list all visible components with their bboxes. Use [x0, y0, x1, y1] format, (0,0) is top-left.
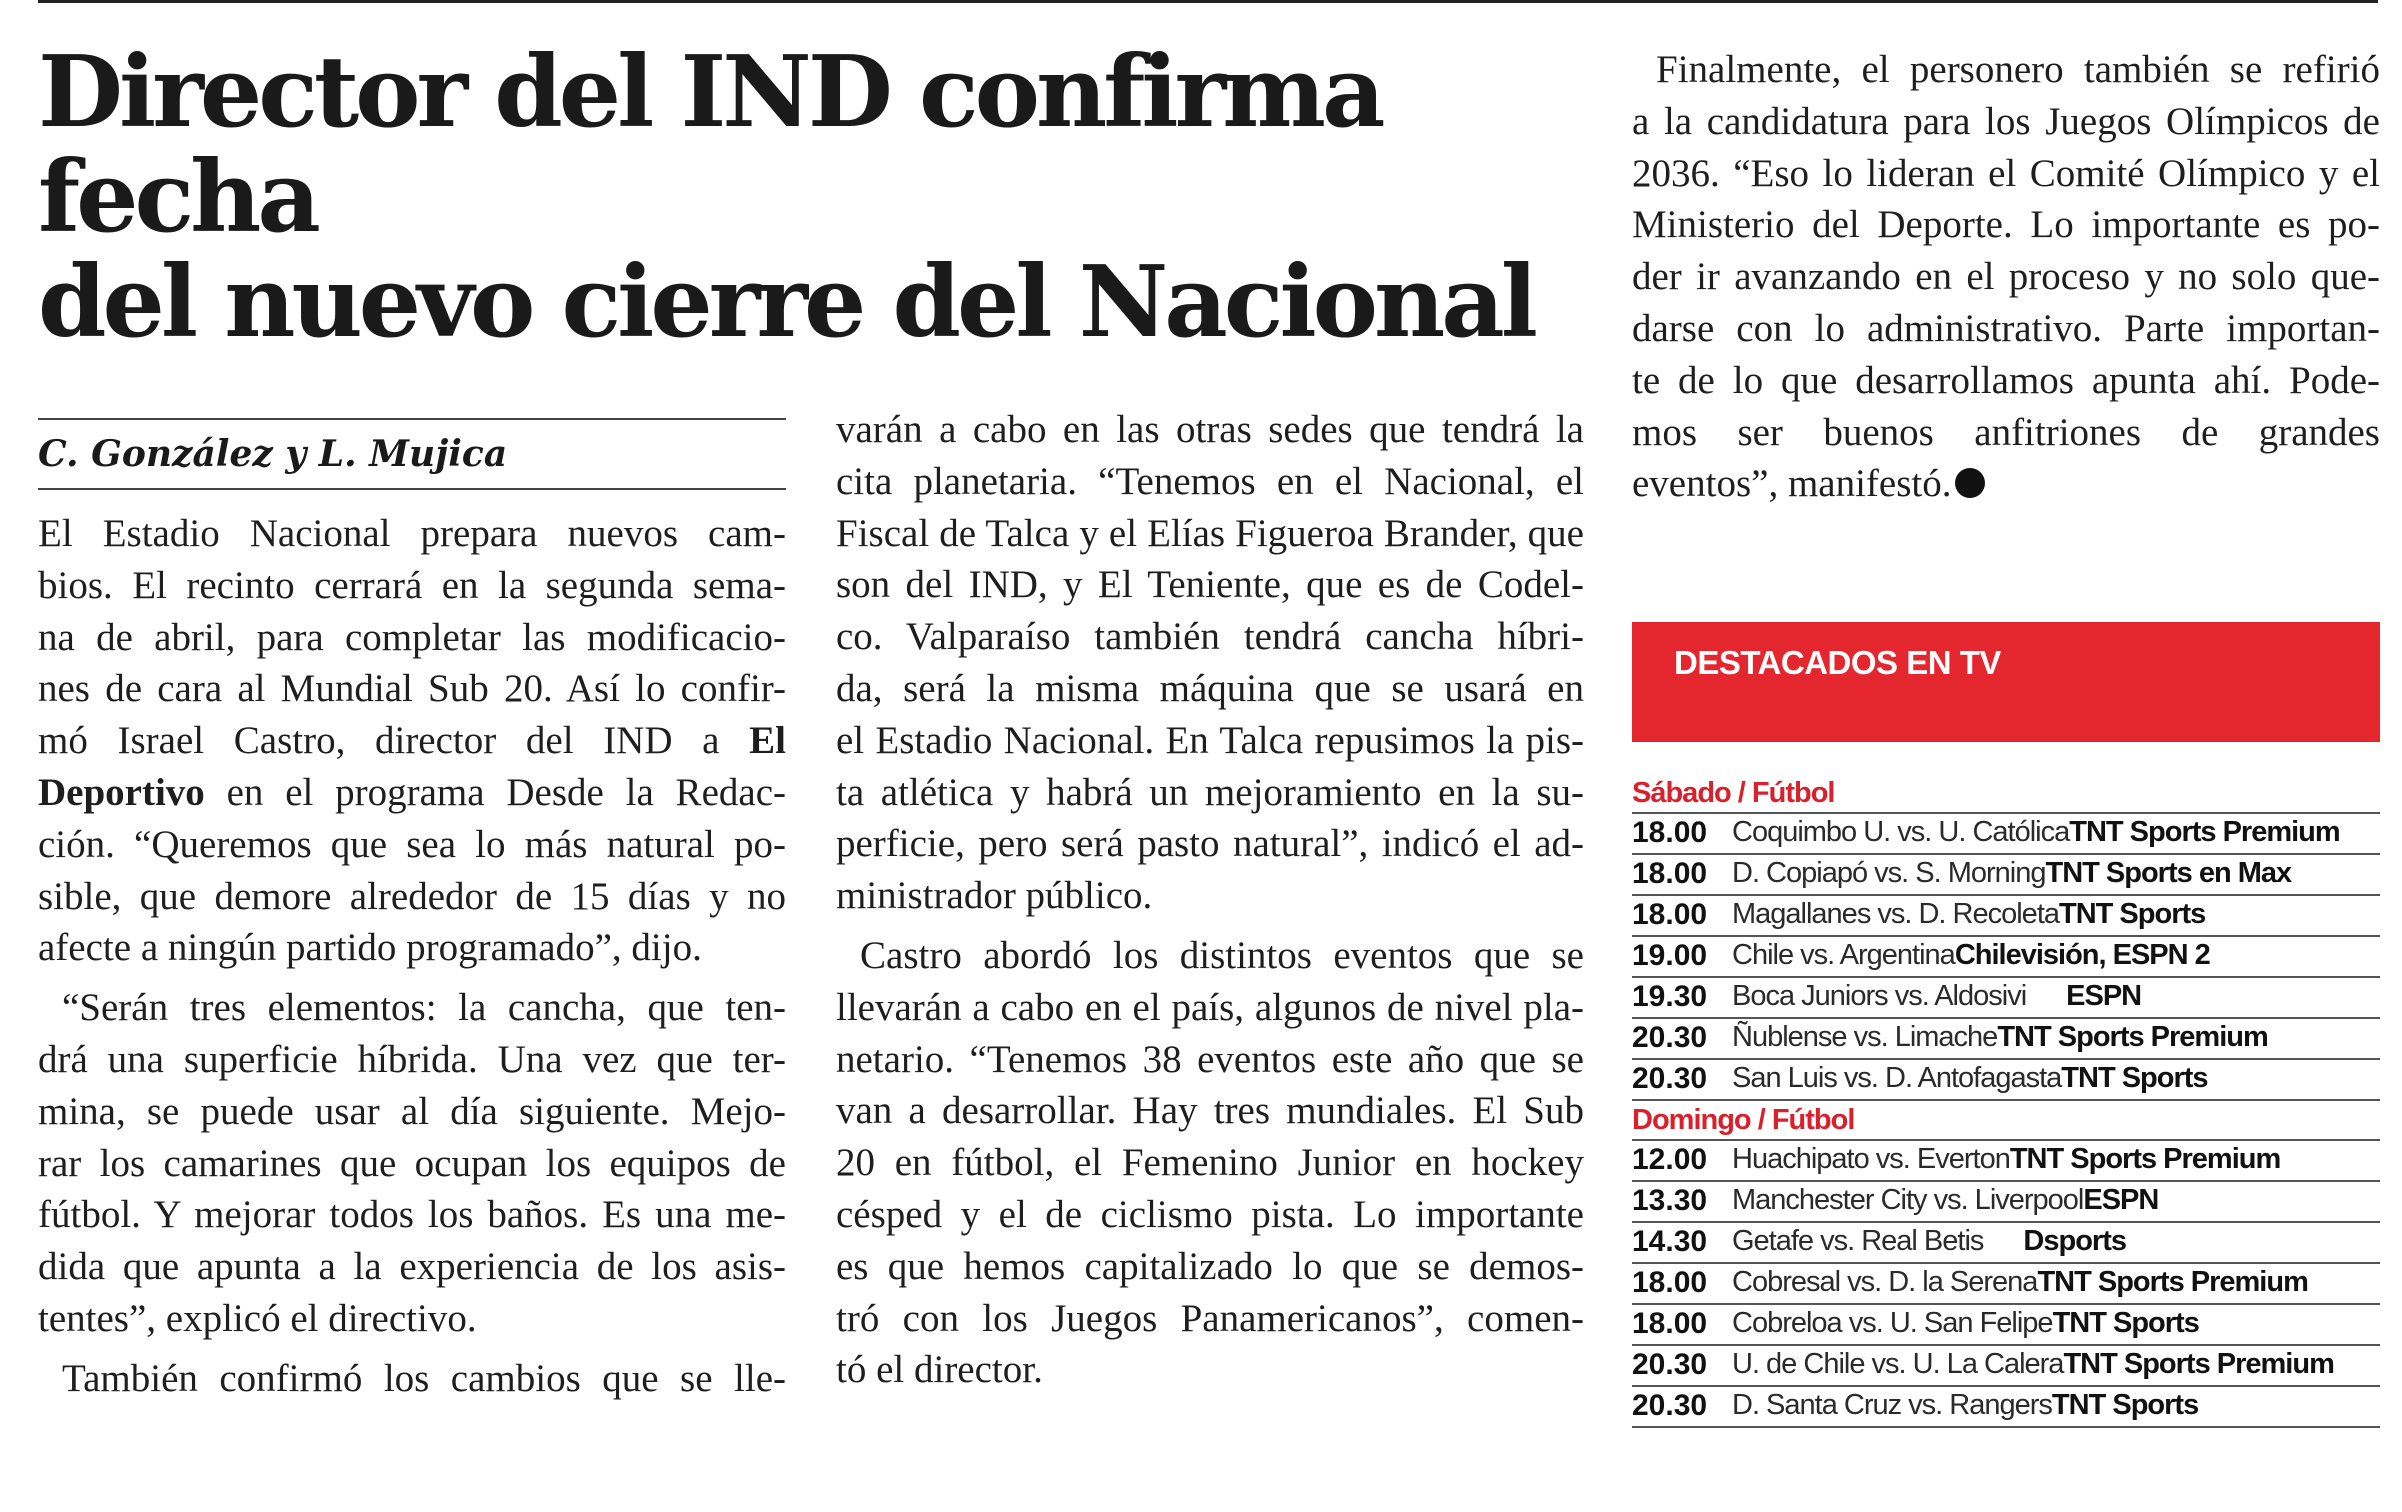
- line: Ministerio del Deporte. Lo importante es po-: [1632, 203, 2380, 247]
- headline: [38, 35, 1598, 360]
- line: [1632, 458, 2380, 510]
- schedule-section-saturday: Sábado / Fútbol: [1632, 774, 2380, 814]
- article-column-2: [836, 404, 1584, 1396]
- match-teams: Cobresal vs. D. la Serena: [1732, 1266, 2038, 1298]
- end-mark-icon: [1955, 468, 1985, 498]
- match-time: 18.00: [1632, 1307, 1708, 1340]
- tv-channel: Chilevisión, ESPN 2: [1954, 939, 2210, 971]
- headline-line-2: del nuevo cierre del Nacional: [38, 245, 1535, 360]
- tv-channel: TNT Sports Premium: [2063, 1348, 2334, 1380]
- schedule-section-sunday: Domingo / Fútbol: [1632, 1101, 2380, 1141]
- line: der ir avanzando en el proceso y no solo que-: [1632, 255, 2380, 299]
- tv-channel: TNT Sports: [2052, 1307, 2199, 1339]
- match-time: 13.30: [1632, 1184, 1708, 1217]
- match-teams: Getafe vs. Real Betis: [1732, 1225, 1984, 1257]
- match-time: 19.00: [1632, 939, 1708, 972]
- line: [38, 767, 786, 819]
- match-teams: D. Copiapó vs. S. Morning: [1732, 857, 2046, 889]
- line: el Estadio Nacional. En Talca repusimos la pis-: [836, 718, 1584, 762]
- tv-channel: TNT Sports: [2051, 1389, 2199, 1421]
- tv-channel: ESPN: [2083, 1184, 2159, 1216]
- match-time: 20.30: [1632, 1389, 1708, 1422]
- line: tentes”, explicó el directivo.: [38, 1296, 477, 1340]
- match-time: 20.30: [1632, 1021, 1708, 1054]
- schedule-row: [1632, 1264, 2380, 1305]
- match-time: 14.30: [1632, 1225, 1708, 1258]
- schedule-row: [1632, 937, 2380, 978]
- match-teams: Cobreloa vs. U. San Felipe: [1732, 1307, 2053, 1339]
- schedule-row: [1632, 1387, 2380, 1428]
- tv-channel: Dsports: [2023, 1225, 2126, 1257]
- match-time: 18.00: [1632, 816, 1708, 849]
- tv-channel: TNT Sports Premium: [1997, 1021, 2268, 1053]
- line: nes de cara al Mundial Sub 20. Así lo confir-: [38, 667, 786, 711]
- schedule-row: [1632, 1182, 2380, 1223]
- line: na de abril, para completar las modificacio-: [38, 615, 786, 659]
- schedule-row: [1632, 1060, 2380, 1101]
- line: ción. “Queremos que sea lo más natural po-: [38, 822, 786, 866]
- line: te de lo que desarrollamos apunta ahí. Pode-: [1632, 358, 2380, 402]
- match-teams: D. Santa Cruz vs. Rangers: [1732, 1389, 2052, 1421]
- line: es que hemos capitalizado lo que se demos-: [836, 1244, 1584, 1288]
- schedule-row: [1632, 896, 2380, 937]
- tv-channel: TNT Sports Premium: [2037, 1266, 2308, 1298]
- schedule-row: [1632, 1305, 2380, 1346]
- line: ministrador público.: [836, 874, 1153, 918]
- schedule-row: [1632, 1223, 2380, 1264]
- line: da, será la misma máquina que se usará en: [836, 666, 1584, 710]
- line: “Serán tres elementos: la cancha, que ten-: [62, 986, 786, 1030]
- line: perficie, pero será pasto natural”, indicó el ad-: [836, 822, 1584, 866]
- schedule-row: [1632, 855, 2380, 896]
- line: [38, 715, 786, 767]
- match-time: 19.30: [1632, 980, 1708, 1013]
- line: 2036. “Eso lo lideran el Comité Olímpico y el: [1632, 151, 2380, 195]
- line: 20 en fútbol, el Femenino Junior en hockey: [836, 1141, 1584, 1185]
- line-text: eventos”, manifestó.: [1632, 462, 1952, 506]
- match-time: 18.00: [1632, 1266, 1708, 1299]
- tv-channel: TNT Sports: [2061, 1062, 2208, 1094]
- line: El Estadio Nacional prepara nuevos cam-: [38, 512, 786, 555]
- match-time: 20.30: [1632, 1348, 1708, 1381]
- line: fútbol. Y mejorar todos los baños. Es una me-: [38, 1193, 786, 1237]
- line: llevarán a cabo en el país, algunos de nivel pla-: [836, 985, 1584, 1029]
- line: drá una superficie híbrida. Una vez que ter-: [38, 1037, 786, 1081]
- match-teams: U. de Chile vs. U. La Calera: [1732, 1348, 2064, 1380]
- schedule-row: [1632, 1019, 2380, 1060]
- tv-channel: ESPN: [2066, 980, 2142, 1012]
- line: afecte a ningún partido programado”, dijo.: [38, 926, 702, 970]
- line: varán a cabo en las otras sedes que tendrá la: [836, 408, 1584, 451]
- line-text: en el programa Desde la Redac-: [204, 770, 786, 814]
- line: sible, que demore alrededor de 15 días y no: [38, 874, 786, 918]
- line: Fiscal de Talca y el Elías Figueroa Brander, que: [836, 511, 1584, 555]
- line: cita planetaria. “Tenemos en el Nacional, el: [836, 459, 1584, 503]
- line: césped y el de ciclismo pista. Lo importante: [836, 1192, 1584, 1236]
- line: mos ser buenos anfitriones de grandes: [1632, 410, 2380, 454]
- line: Finalmente, el personero también se refirió: [1656, 48, 2380, 91]
- line: ta atlética y habrá un mejoramiento en la su-: [836, 770, 1584, 814]
- publication-name-part-1: El: [749, 719, 786, 763]
- tv-highlights-banner: [1632, 622, 2380, 742]
- match-time: 18.00: [1632, 857, 1708, 890]
- line: dida que apunta a la experiencia de los asis-: [38, 1245, 786, 1289]
- line-text: mó Israel Castro, director del IND a: [38, 719, 750, 763]
- line: También confirmó los cambios que se lle-: [62, 1356, 786, 1400]
- match-teams: Coquimbo U. vs. U. Católica: [1732, 816, 2070, 848]
- tv-highlights-title: DESTACADOS EN TV: [1674, 644, 2001, 681]
- tv-channel: TNT Sports en Max: [2045, 857, 2292, 889]
- match-teams: Manchester City vs. Liverpool: [1732, 1184, 2084, 1216]
- line: tró con los Juegos Panamericanos”, comen-: [836, 1296, 1584, 1340]
- tv-channel: TNT Sports: [2059, 898, 2206, 930]
- match-teams: San Luis vs. D. Antofagasta: [1732, 1062, 2062, 1094]
- match-teams: Huachipato vs. Everton: [1732, 1143, 2010, 1175]
- schedule-row: [1632, 814, 2380, 855]
- line: son del IND, y El Teniente, que es de Codel-: [836, 563, 1584, 607]
- article-column-1: [38, 508, 786, 1405]
- match-teams: Magallanes vs. D. Recoleta: [1732, 898, 2059, 930]
- line: tó el director.: [836, 1348, 1043, 1392]
- line: mina, se puede usar al día siguiente. Mejo-: [38, 1089, 786, 1133]
- match-teams: Boca Juniors vs. Aldosivi: [1732, 980, 2027, 1012]
- match-teams: Chile vs. Argentina: [1732, 939, 1955, 971]
- schedule-row: [1632, 978, 2380, 1019]
- match-time: 18.00: [1632, 898, 1708, 931]
- line: rar los camarines que ocupan los equipos de: [38, 1141, 786, 1185]
- line: netario. “Tenemos 38 eventos este año que se: [836, 1037, 1584, 1081]
- tv-schedule: [1632, 774, 2380, 1428]
- tv-channel: TNT Sports Premium: [2069, 816, 2340, 848]
- top-rule: [38, 0, 2378, 3]
- schedule-row: [1632, 1141, 2380, 1182]
- line: co. Valparaíso también tendrá cancha híbri-: [836, 615, 1584, 659]
- headline-line-1: Director del IND confirma fecha: [38, 35, 1382, 255]
- match-time: 12.00: [1632, 1143, 1708, 1176]
- article-column-3: [1632, 44, 2380, 510]
- line: darse con lo administrativo. Parte importan-: [1632, 306, 2380, 350]
- line: a la candidatura para los Juegos Olímpicos de: [1632, 99, 2380, 143]
- byline: C. González y L. Mujica: [38, 418, 786, 490]
- schedule-row: [1632, 1346, 2380, 1387]
- match-time: 20.30: [1632, 1062, 1708, 1095]
- line: van a desarrollar. Hay tres mundiales. El Sub: [836, 1089, 1584, 1133]
- match-teams: Ñublense vs. Limache: [1732, 1021, 1998, 1053]
- line: bios. El recinto cerrará en la segunda sema-: [38, 563, 786, 607]
- publication-name-part-2: Deportivo: [38, 770, 205, 814]
- line: Castro abordó los distintos eventos que se: [860, 933, 1584, 977]
- tv-channel: TNT Sports Premium: [2009, 1143, 2281, 1175]
